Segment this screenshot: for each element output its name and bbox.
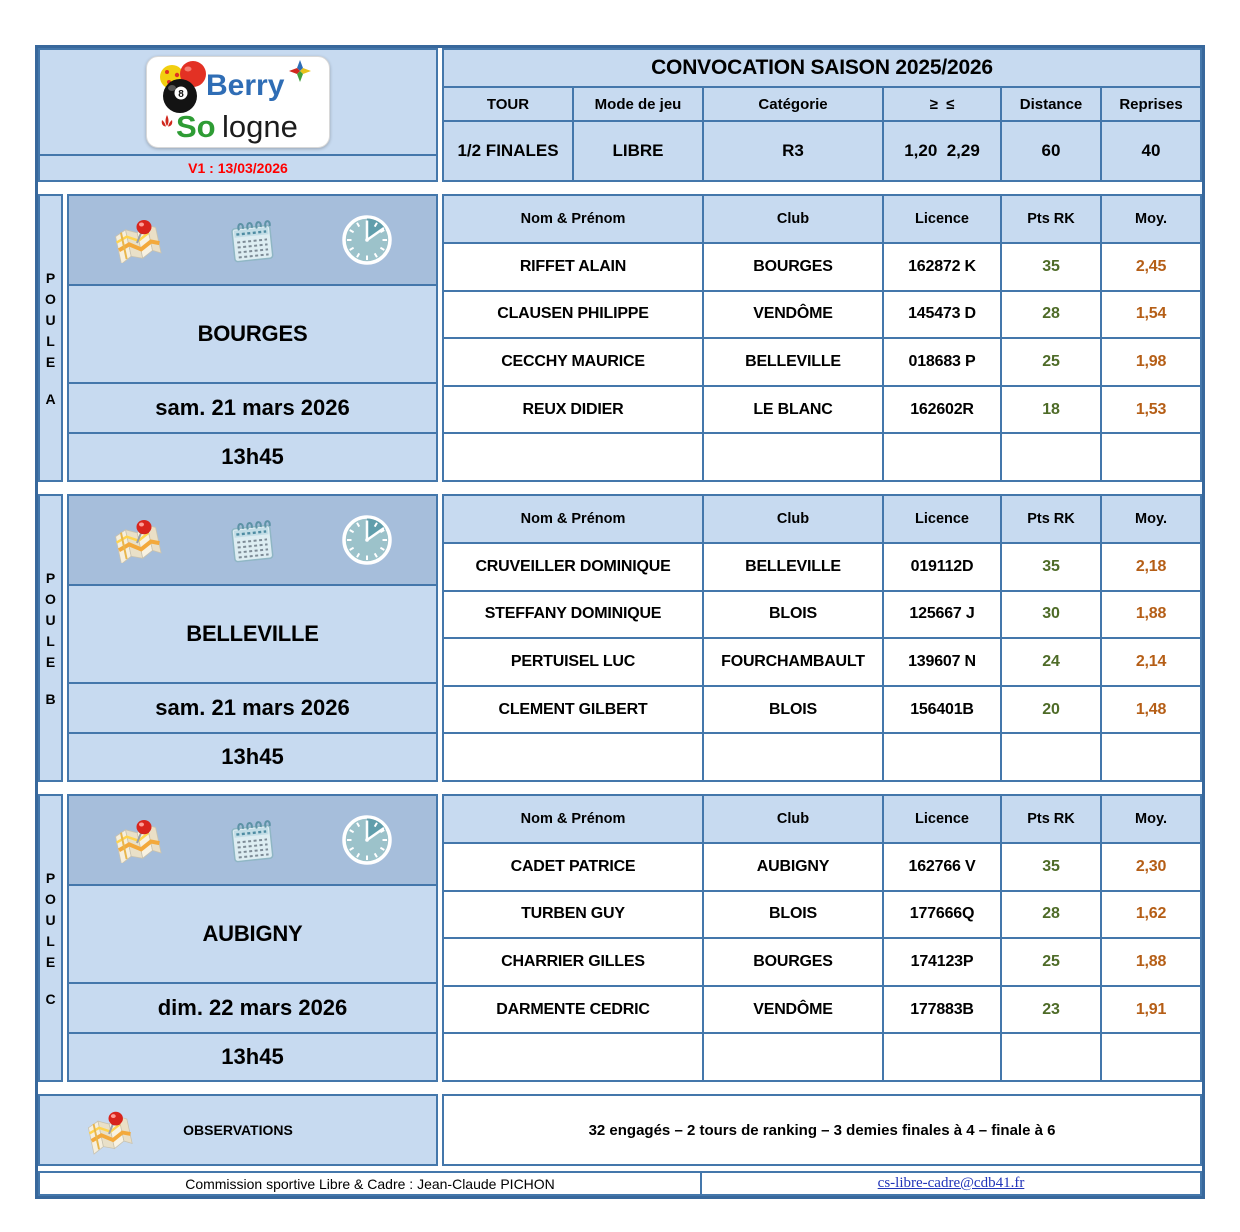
player-moy-cell: 2,45 xyxy=(1100,244,1200,290)
player-club-cell: BLOIS xyxy=(702,592,882,638)
column-header-pts-rk: Pts RK xyxy=(1000,196,1100,242)
player-club-cell: VENDÔME xyxy=(702,292,882,338)
column-header-categorie: Catégorie xyxy=(702,88,882,120)
player-pts-cell xyxy=(1000,1034,1100,1080)
column-header-min-max: ≥ ≤ xyxy=(882,88,1000,120)
match-date: sam. 21 mars 2026 xyxy=(69,382,436,432)
player-moy-cell: 1,88 xyxy=(1100,592,1200,638)
empty-row xyxy=(444,732,1200,780)
player-name-cell: CADET PATRICE xyxy=(510,857,636,875)
column-header-licence: Licence xyxy=(882,496,1000,542)
pool-section xyxy=(38,194,1202,482)
player-licence-cell: 125667 J xyxy=(882,592,1000,638)
sparkle-icon xyxy=(289,60,311,82)
pool-letter-value: A xyxy=(45,390,56,407)
player-name-cell: CRUVEILLER DOMINIQUE xyxy=(475,557,671,575)
player-licence-cell: 162872 K xyxy=(882,244,1000,290)
header-values-row xyxy=(444,120,1200,180)
column-header-reprises: Reprises xyxy=(1100,88,1200,120)
pool-word-label: POULE xyxy=(42,569,59,675)
player-row xyxy=(444,985,1200,1033)
map-pin-icon xyxy=(111,217,163,263)
player-row xyxy=(444,890,1200,938)
column-header-name: Nom & Prénom xyxy=(520,211,626,227)
player-moy-cell: 1,62 xyxy=(1100,892,1200,938)
match-time: 13h45 xyxy=(69,732,436,780)
footer-commission: Commission sportive Libre & Cadre : Jean-Claude PICHON xyxy=(38,1171,702,1196)
host-club-name: BELLEVILLE xyxy=(186,621,319,646)
player-licence-cell: 018683 P xyxy=(882,339,1000,385)
player-licence-cell: 177883B xyxy=(882,987,1000,1033)
empty-row xyxy=(444,1032,1200,1080)
column-header-moy: Moy. xyxy=(1100,496,1200,542)
player-pts-cell: 35 xyxy=(1000,544,1100,590)
svg-text:logne: logne xyxy=(222,109,298,144)
player-club-cell xyxy=(702,1034,882,1080)
page-title: CONVOCATION SAISON 2025/2026 xyxy=(651,56,993,79)
reprises-value: 40 xyxy=(1100,122,1200,180)
player-licence-cell: 139607 N xyxy=(882,639,1000,685)
player-licence-cell xyxy=(882,734,1000,780)
player-pts-cell xyxy=(1000,434,1100,480)
berry-sologne-logo xyxy=(146,56,330,148)
observations-label: OBSERVATIONS xyxy=(183,1122,293,1138)
player-moy-cell: 1,54 xyxy=(1100,292,1200,338)
player-row xyxy=(444,242,1200,290)
player-club-cell: BOURGES xyxy=(702,939,882,985)
column-header-club: Club xyxy=(702,196,882,242)
players-table-header xyxy=(444,796,1200,842)
player-name-cell: CECCHY MAURICE xyxy=(501,352,645,370)
player-licence-cell: 162602R xyxy=(882,387,1000,433)
svg-text:8: 8 xyxy=(178,89,184,100)
player-club-cell: BELLEVILLE xyxy=(702,339,882,385)
column-header-tour: TOUR xyxy=(486,95,530,113)
player-name-cell: STEFFANY DOMINIQUE xyxy=(484,605,662,623)
column-header-club: Club xyxy=(702,496,882,542)
player-licence-cell: 019112D xyxy=(882,544,1000,590)
player-name-cell: DARMENTE CEDRIC xyxy=(496,1000,650,1018)
player-pts-cell: 35 xyxy=(1000,244,1100,290)
players-table-header xyxy=(444,196,1200,242)
column-header-club: Club xyxy=(702,796,882,842)
host-club-name: AUBIGNY xyxy=(202,921,303,946)
min-max-value: 1,20 2,29 xyxy=(882,122,1000,180)
player-name-cell: TURBEN GUY xyxy=(521,905,625,923)
column-header-name: Nom & Prénom xyxy=(520,511,626,527)
pool-label xyxy=(38,494,63,782)
document-footer xyxy=(38,1171,1202,1196)
player-row xyxy=(444,842,1200,890)
section-gap xyxy=(38,182,1202,194)
player-club-cell: FOURCHAMBAULT xyxy=(702,639,882,685)
header-table xyxy=(442,48,1202,182)
calendar-icon xyxy=(229,215,275,265)
match-date: sam. 21 mars 2026 xyxy=(69,682,436,732)
player-licence-cell: 174123P xyxy=(882,939,1000,985)
player-row xyxy=(444,937,1200,985)
pool-word-label: POULE xyxy=(42,869,59,975)
pool-word-label: POULE xyxy=(42,269,59,375)
player-moy-cell: 2,18 xyxy=(1100,544,1200,590)
header-columns-row xyxy=(444,86,1200,120)
player-pts-cell: 35 xyxy=(1000,844,1100,890)
player-moy-cell xyxy=(1100,434,1200,480)
column-header-mode-de-jeu: Mode de jeu xyxy=(572,88,702,120)
observations-text: 32 engagés – 2 tours de ranking – 3 demies finales à 4 – finale à 6 xyxy=(442,1094,1202,1166)
player-name-cell: RIFFET ALAIN xyxy=(519,257,627,275)
map-pin-icon xyxy=(111,817,163,863)
pool-label xyxy=(38,194,63,482)
clock-icon xyxy=(340,213,394,267)
map-pin-icon xyxy=(84,1106,134,1156)
svg-text:Berry: Berry xyxy=(206,69,285,102)
player-pts-cell: 25 xyxy=(1000,939,1100,985)
footer-email-link[interactable]: cs-libre-cadre@cdb41.fr xyxy=(877,1175,1025,1191)
calendar-icon xyxy=(229,815,275,865)
pool-label xyxy=(38,794,63,1082)
player-club-cell: VENDÔME xyxy=(702,987,882,1033)
player-moy-cell: 1,48 xyxy=(1100,687,1200,733)
host-club-name: BOURGES xyxy=(197,321,308,346)
document-header xyxy=(38,48,1202,182)
player-licence-cell: 156401B xyxy=(882,687,1000,733)
players-table xyxy=(442,494,1202,782)
pool-icon-band xyxy=(69,196,436,286)
column-header-distance: Distance xyxy=(1000,88,1100,120)
categorie-value: R3 xyxy=(702,122,882,180)
pools-container xyxy=(38,194,1202,1082)
column-header-pts-rk: Pts RK xyxy=(1000,796,1100,842)
player-row xyxy=(444,637,1200,685)
player-moy-cell: 1,53 xyxy=(1100,387,1200,433)
player-licence-cell xyxy=(882,1034,1000,1080)
player-club-cell: BOURGES xyxy=(702,244,882,290)
column-header-pts-rk: Pts RK xyxy=(1000,496,1100,542)
player-moy-cell: 1,88 xyxy=(1100,939,1200,985)
player-club-cell: LE BLANC xyxy=(702,387,882,433)
convocation-document xyxy=(35,45,1205,1199)
player-pts-cell: 28 xyxy=(1000,892,1100,938)
column-header-licence: Licence xyxy=(882,196,1000,242)
column-header-licence: Licence xyxy=(882,796,1000,842)
player-pts-cell: 30 xyxy=(1000,592,1100,638)
player-name-cell xyxy=(444,434,702,480)
pool-section xyxy=(38,794,1202,1082)
player-pts-cell: 18 xyxy=(1000,387,1100,433)
player-pts-cell: 23 xyxy=(1000,987,1100,1033)
players-table-header xyxy=(444,496,1200,542)
distance-value: 60 xyxy=(1000,122,1100,180)
player-club-cell xyxy=(702,734,882,780)
player-club-cell: BELLEVILLE xyxy=(702,544,882,590)
column-header-name: Nom & Prénom xyxy=(520,811,626,827)
svg-text:So: So xyxy=(176,109,216,144)
player-moy-cell: 1,98 xyxy=(1100,339,1200,385)
pool-letter-value: C xyxy=(45,990,56,1007)
player-licence-cell: 177666Q xyxy=(882,892,1000,938)
player-pts-cell xyxy=(1000,734,1100,780)
player-row xyxy=(444,337,1200,385)
player-pts-cell: 24 xyxy=(1000,639,1100,685)
player-club-cell: BLOIS xyxy=(702,687,882,733)
player-name-cell: CLEMENT GILBERT xyxy=(498,700,648,718)
pool-info-panel xyxy=(67,494,438,782)
player-row xyxy=(444,385,1200,433)
player-pts-cell: 28 xyxy=(1000,292,1100,338)
match-time: 13h45 xyxy=(69,1032,436,1080)
player-licence-cell: 145473 D xyxy=(882,292,1000,338)
map-pin-icon xyxy=(111,517,163,563)
pool-icon-band xyxy=(69,496,436,586)
version-label: V1 : 13/03/2026 xyxy=(40,154,436,180)
clock-icon xyxy=(340,813,394,867)
match-date: dim. 22 mars 2026 xyxy=(69,982,436,1032)
player-name-cell xyxy=(444,1034,702,1080)
pool-letter-value: B xyxy=(45,690,56,707)
calendar-icon xyxy=(229,515,275,565)
player-club-cell: AUBIGNY xyxy=(702,844,882,890)
clock-icon xyxy=(340,513,394,567)
observations-label-cell xyxy=(38,1094,438,1166)
player-name-cell: CHARRIER GILLES xyxy=(501,952,645,970)
player-club-cell xyxy=(702,434,882,480)
footer-email-cell xyxy=(702,1171,1202,1196)
column-header-moy: Moy. xyxy=(1100,196,1200,242)
player-row xyxy=(444,590,1200,638)
pool-info-panel xyxy=(67,194,438,482)
tour-value: 1/2 FINALES xyxy=(457,141,559,160)
player-row xyxy=(444,685,1200,733)
observations-section xyxy=(38,1094,1202,1166)
player-licence-cell xyxy=(882,434,1000,480)
player-name-cell: CLAUSEN PHILIPPE xyxy=(497,305,649,323)
player-row xyxy=(444,290,1200,338)
pool-info-panel xyxy=(67,794,438,1082)
pool-section xyxy=(38,494,1202,782)
empty-row xyxy=(444,432,1200,480)
player-row xyxy=(444,542,1200,590)
player-name-cell: REUX DIDIER xyxy=(522,400,624,418)
player-moy-cell xyxy=(1100,1034,1200,1080)
player-moy-cell xyxy=(1100,734,1200,780)
player-moy-cell: 1,91 xyxy=(1100,987,1200,1033)
players-table xyxy=(442,794,1202,1082)
player-pts-cell: 25 xyxy=(1000,339,1100,385)
mode-de-jeu-value: LIBRE xyxy=(572,122,702,180)
player-pts-cell: 20 xyxy=(1000,687,1100,733)
players-table xyxy=(442,194,1202,482)
player-name-cell: PERTUISEL LUC xyxy=(510,652,636,670)
player-moy-cell: 2,14 xyxy=(1100,639,1200,685)
logo-cell xyxy=(40,50,436,154)
column-header-moy: Moy. xyxy=(1100,796,1200,842)
player-moy-cell: 2,30 xyxy=(1100,844,1200,890)
player-licence-cell: 162766 V xyxy=(882,844,1000,890)
player-name-cell xyxy=(444,734,702,780)
match-time: 13h45 xyxy=(69,432,436,480)
pool-icon-band xyxy=(69,796,436,886)
logo-panel xyxy=(38,48,438,182)
player-club-cell: BLOIS xyxy=(702,892,882,938)
